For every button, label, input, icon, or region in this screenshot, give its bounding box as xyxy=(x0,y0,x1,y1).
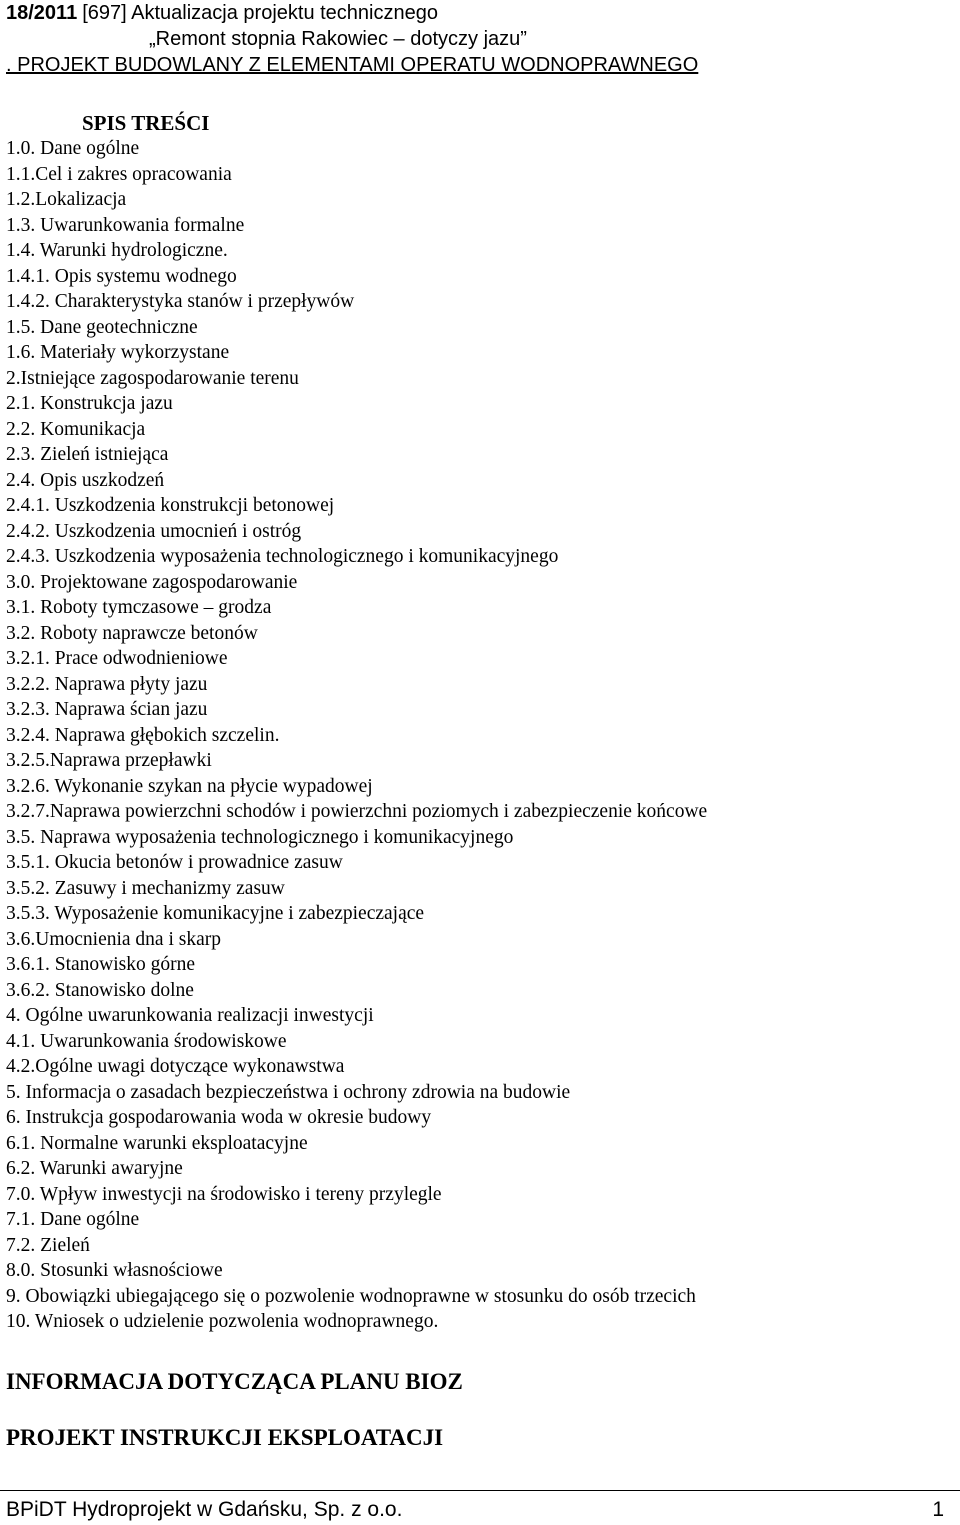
page-number: 1 xyxy=(932,1498,944,1521)
toc-item: 3.5. Naprawa wyposażenia technologicznego i komunikacyjnego xyxy=(6,826,514,848)
toc-list xyxy=(6,136,707,1335)
toc-item: 2.4. Opis uszkodzeń xyxy=(6,469,165,491)
document-number: 18/2011 xyxy=(6,2,78,24)
toc-item: 1.5. Dane geotechniczne xyxy=(6,316,198,338)
toc-item: 3.5.2. Zasuwy i mechanizmy zasuw xyxy=(6,877,285,899)
toc-item: 1.4.1. Opis systemu wodnego xyxy=(6,265,237,287)
toc-item: 5. Informacja o zasadach bezpieczeństwa i ochrony zdrowia na budowie xyxy=(6,1081,571,1103)
header-line-1 xyxy=(6,0,956,26)
toc-item: 2.Istniejące zagospodarowanie terenu xyxy=(6,367,299,389)
toc-item: 2.4.3. Uszkodzenia wyposażenia technologicznego i komunikacyjnego xyxy=(6,546,559,567)
toc-item: 1.4. Warunki hydrologiczne. xyxy=(6,240,228,261)
section-instrukcja-heading: PROJEKT INSTRUKCJI EKSPLOATACJI xyxy=(6,1425,444,1450)
page-footer xyxy=(6,1497,944,1523)
toc-item: 3.2.3. Naprawa ścian jazu xyxy=(6,699,208,720)
toc-item: 7.0. Wpływ inwestycji na środowisko i tereny przylegle xyxy=(6,1183,442,1205)
project-type-line: . PROJEKT BUDOWLANY Z ELEMENTAMI OPERATU WODNOPRAWNEGO xyxy=(6,54,699,76)
toc-item: 3.2.4. Naprawa głębokich szczelin. xyxy=(6,724,280,746)
toc-item: 1.0. Dane ogólne xyxy=(6,138,140,159)
toc-item: 7.1. Dane ogólne xyxy=(6,1209,140,1230)
toc-item: 4.1. Uwarunkowania środowiskowe xyxy=(6,1030,287,1052)
toc-item: 10. Wniosek o udzielenie pozwolenia wodnoprawnego. xyxy=(6,1311,439,1332)
toc-item: 3.6.1. Stanowisko górne xyxy=(6,954,196,975)
toc-item: 3.2.2. Naprawa płyty jazu xyxy=(6,673,208,695)
toc-item: 1.1.Cel i zakres opracowania xyxy=(6,163,232,185)
toc-item: 3.2.6. Wykonanie szykan na płycie wypadowej xyxy=(6,775,373,797)
toc-item: 3.2.5.Naprawa przepławki xyxy=(6,750,212,771)
toc-item: 3.2. Roboty naprawcze betonów xyxy=(6,622,258,644)
section-bioz-heading: INFORMACJA DOTYCZĄCA PLANU BIOZ xyxy=(6,1369,463,1394)
toc-title: SPIS TREŚCI xyxy=(82,111,210,135)
toc-item: 1.3. Uwarunkowania formalne xyxy=(6,214,245,236)
footer-company: BPiDT Hydroprojekt w Gdańsku, Sp. z o.o. xyxy=(6,1498,403,1521)
toc-item: 3.5.3. Wyposażenie komunikacyjne i zabezpieczające xyxy=(6,903,425,924)
toc-item: 3.6.2. Stanowisko dolne xyxy=(6,979,194,1001)
toc-item: 6.2. Warunki awaryjne xyxy=(6,1158,183,1179)
toc-item: 3.0. Projektowane zagospodarowanie xyxy=(6,571,298,593)
document-header xyxy=(6,0,956,78)
toc-item: 3.1. Roboty tymczasowe – grodza xyxy=(6,597,272,618)
footer-divider xyxy=(0,1490,960,1491)
toc-item: 3.2.1. Prace odwodnieniowe xyxy=(6,648,228,669)
toc-item: 2.3. Zieleń istniejąca xyxy=(6,444,169,465)
toc-item: 1.6. Materiały wykorzystane xyxy=(6,342,230,363)
toc-item: 3.6.Umocnienia dna i skarp xyxy=(6,928,221,950)
toc-item: 8.0. Stosunki własnościowe xyxy=(6,1260,223,1281)
toc-item: 7.2. Zieleń xyxy=(6,1234,90,1256)
toc-item: 3.2.7.Naprawa powierzchni schodów i powierzchni poziomych i zabezpieczenie końcowe xyxy=(6,801,708,822)
toc-item: 9. Obowiązki ubiegającego się o pozwolenie wodnoprawne w stosunku do osób trzecich xyxy=(6,1285,696,1307)
toc-item: 2.4.1. Uszkodzenia konstrukcji betonowej xyxy=(6,495,335,516)
toc-item: 2.2. Komunikacja xyxy=(6,418,146,440)
toc-item: 4.2.Ogólne uwagi dotyczące wykonawstwa xyxy=(6,1056,345,1077)
toc-item: 1.4.2. Charakterystyka stanów i przepływów xyxy=(6,291,355,312)
document-title: [697] Aktualizacja projektu technicznego xyxy=(82,2,438,24)
toc-item: 6. Instrukcja gospodarowania woda w okresie budowy xyxy=(6,1107,432,1128)
toc-item: 4. Ogólne uwarunkowania realizacji inwestycji xyxy=(6,1005,374,1026)
toc-item: 1.2.Lokalizacja xyxy=(6,189,127,210)
toc-item: 2.1. Konstrukcja jazu xyxy=(6,393,173,414)
document-subtitle: „Remont stopnia Rakowiec – dotyczy jazu” xyxy=(149,28,527,50)
toc-item: 2.4.2. Uszkodzenia umocnień i ostróg xyxy=(6,520,302,542)
toc-item: 3.5.1. Okucia betonów i prowadnice zasuw xyxy=(6,852,343,873)
toc-item: 6.1. Normalne warunki eksploatacyjne xyxy=(6,1132,308,1154)
